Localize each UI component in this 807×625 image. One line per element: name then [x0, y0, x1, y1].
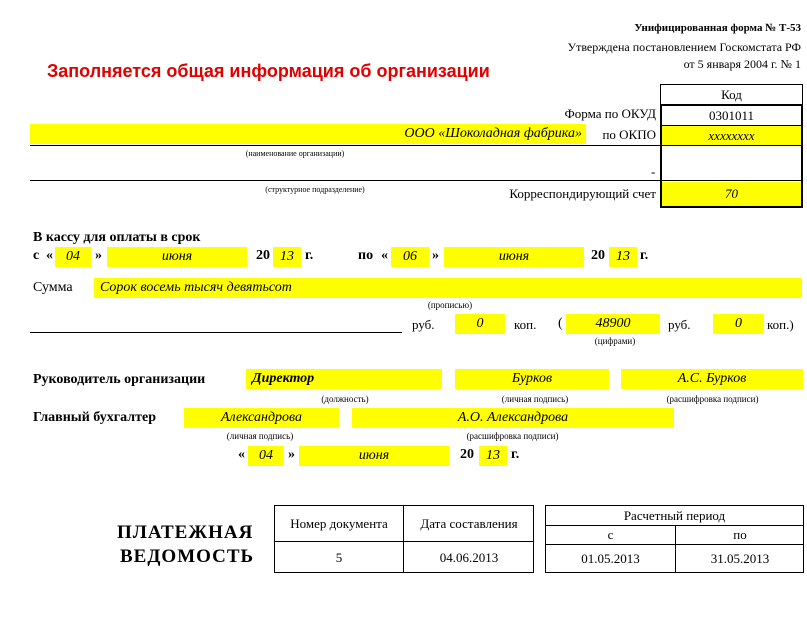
sign-day[interactable]: 04 — [248, 446, 284, 466]
period-to-header: по — [733, 527, 747, 542]
digits-caption: (цифрами) — [594, 336, 636, 346]
period-from-header: с — [607, 527, 614, 542]
sum-label: Сумма — [33, 280, 73, 295]
account-value[interactable]: 70 — [662, 182, 801, 206]
approved-date: от 5 января 2004 г. № 1 — [683, 57, 801, 71]
okud-value: 0301011 — [708, 108, 755, 123]
head-signature-caption: (личная подпись) — [501, 394, 569, 404]
okpo-value[interactable]: xxxxxxxx — [662, 126, 801, 145]
organization-name[interactable]: ООО «Шоколадная фабрика» — [30, 124, 586, 144]
to-month[interactable]: июня — [444, 247, 584, 267]
date-header: Дата составления — [420, 516, 518, 531]
from-year[interactable]: 13 — [273, 247, 301, 267]
form-title: Унифицированная форма № Т-53 — [634, 22, 801, 34]
sign-month[interactable]: июня — [299, 446, 449, 466]
document-date: 04.06.2013 — [439, 550, 499, 565]
kop2-label: коп.) — [767, 317, 794, 332]
code-header: Код — [660, 84, 803, 105]
head-signature[interactable]: Бурков — [455, 369, 609, 389]
accountant-name-caption: (расшифровка подписи) — [466, 431, 559, 441]
number-header: Номер документа — [290, 516, 388, 531]
accountant-name[interactable]: А.О. Александрова — [352, 408, 674, 428]
organization-name-caption: (наименование организации) — [245, 149, 345, 158]
sum-digits[interactable]: 48900 — [566, 314, 660, 334]
rub2-label: руб. — [668, 317, 691, 332]
rub-label: руб. — [412, 317, 435, 332]
head-label: Руководитель организации — [33, 372, 206, 387]
document-number: 5 — [335, 550, 343, 565]
period-from: 01.05.2013 — [581, 551, 640, 566]
to-year[interactable]: 13 — [609, 247, 637, 267]
head-name[interactable]: А.С. Бурков — [621, 369, 803, 389]
account-label: Корреспондирующий счет — [509, 186, 656, 201]
head-position[interactable]: Директор — [246, 369, 442, 389]
okpo-label: по ОКПО — [602, 127, 656, 142]
head-position-caption: (должность) — [321, 394, 369, 404]
accountant-signature[interactable]: Александрова — [184, 408, 339, 428]
kop-digits[interactable]: 0 — [713, 314, 764, 334]
period-to: 31.05.2013 — [710, 551, 770, 566]
from-month[interactable]: июня — [107, 247, 247, 267]
to-day[interactable]: 06 — [391, 247, 429, 267]
period-title: В кассу для оплаты в срок — [33, 230, 201, 245]
document-title-line2: ВЕДОМОСТЬ — [120, 546, 255, 567]
sign-year[interactable]: 13 — [479, 446, 507, 466]
period-header: Расчетный период — [623, 508, 726, 523]
document-title-line1: ПЛАТЕЖНАЯ — [117, 522, 254, 543]
sum-words[interactable]: Сорок восемь тысяч девятьсот — [94, 278, 802, 298]
dash: - — [651, 164, 656, 179]
okud-label: Форма по ОКУД — [564, 106, 656, 121]
from-day[interactable]: 04 — [55, 247, 91, 267]
accountant-signature-caption: (личная подпись) — [226, 431, 294, 441]
words-caption: (прописью) — [427, 300, 473, 310]
head-name-caption: (расшифровка подписи) — [666, 394, 759, 404]
kop-words[interactable]: 0 — [455, 314, 505, 334]
from-prefix: с — [33, 248, 40, 263]
accountant-label: Главный бухгалтер — [33, 410, 156, 425]
banner-text: Заполняется общая информация об организации — [47, 61, 490, 81]
to-prefix: по — [358, 248, 374, 263]
kop-label: коп. — [514, 317, 537, 332]
approved-by: Утверждена постановлением Госкомстата РФ — [567, 40, 801, 54]
subdivision-caption: (структурное подразделение) — [265, 185, 365, 194]
